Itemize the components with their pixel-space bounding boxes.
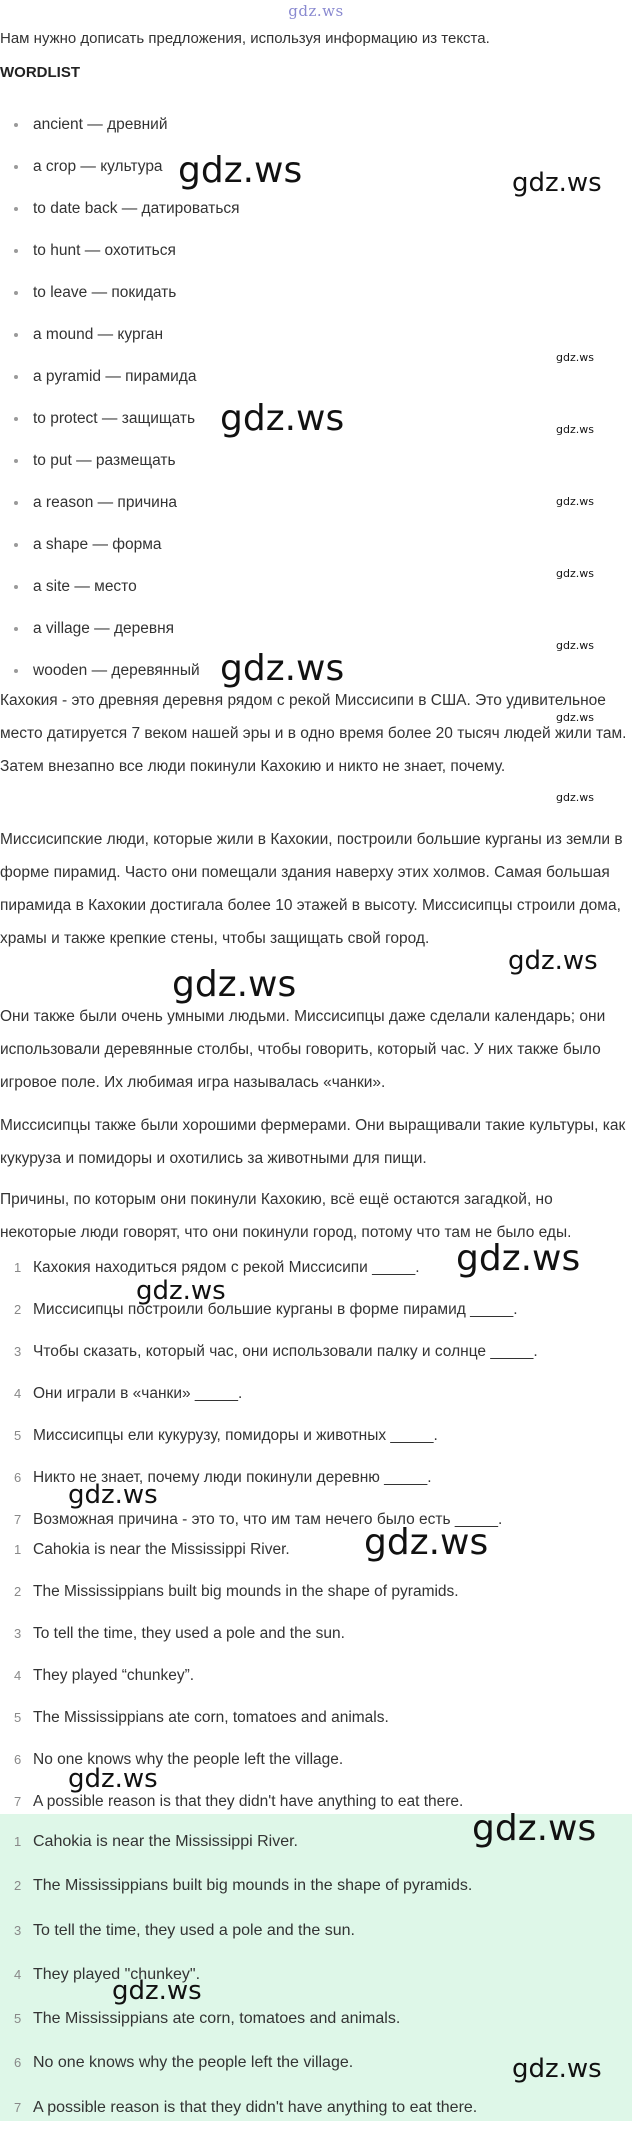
bullet-icon: [14, 249, 18, 253]
list-item: 1 Кахокия находиться рядом с рекой Миссисипи _____.: [14, 1259, 420, 1276]
watermark: gdz.ws: [556, 495, 594, 508]
answer-item: 3 To tell the time, they used a pole and the sun.: [14, 1921, 355, 1939]
list-item: 6 No one knows why the people left the village.: [14, 1751, 344, 1768]
bullet-icon: [14, 375, 18, 379]
watermark: gdz.ws: [112, 1976, 202, 2006]
wordlist-item: a shape — форма: [0, 524, 240, 566]
watermark: gdz.ws: [364, 1522, 489, 1563]
bullet-icon: [14, 165, 18, 169]
watermark: gdz.ws: [178, 150, 303, 191]
watermark: gdz.ws: [556, 711, 594, 724]
list-item: 2 The Mississippians built big mounds in the shape of pyramids.: [14, 1583, 459, 1600]
wordlist-item: a mound — курган: [0, 314, 240, 356]
bullet-icon: [14, 459, 18, 463]
answer-item: 1 Cahokia is near the Mississippi River.: [14, 1833, 298, 1850]
bullet-icon: [14, 291, 18, 295]
wordlist-item: a site — место: [0, 566, 240, 608]
text-paragraph: Кахокия - это древняя деревня рядом с рекой Миссисипи в США. Это удивительное место датируется 7 веком нашей эры и в одно время более 20 тысяч людей жили там. Затем внезапно все люди покинули Кахокию и никто не знает, почему.: [0, 692, 627, 775]
watermark: gdz.ws: [512, 168, 602, 198]
list-item: 5 Миссисипцы ели кукурузу, помидоры и животных _____.: [14, 1427, 438, 1444]
answer-item: 2 The Mississippians built big mounds in the shape of pyramids.: [14, 1877, 473, 1895]
watermark: gdz.ws: [456, 1238, 581, 1279]
watermark: gdz.ws: [472, 1808, 597, 1849]
answer-item: 6 No one knows why the people left the village.: [14, 2054, 354, 2072]
bullet-icon: [14, 207, 18, 211]
answer-item: 4 They played "chunkey".: [14, 1965, 201, 1983]
wordlist: [0, 104, 240, 692]
list-item: 3 Чтобы сказать, который час, они использовали палку и солнце _____.: [14, 1343, 538, 1360]
watermark: gdz.ws: [556, 567, 594, 580]
list-item: 1 Cahokia is near the Mississippi River.: [14, 1541, 290, 1558]
watermark: gdz.ws: [512, 2054, 602, 2084]
wordlist-item: to put — размещать: [0, 440, 240, 482]
text-paragraph: Они также были очень умными людьми. Миссисипцы даже сделали календарь; они использовали деревянные столбы, чтобы говорить, который час. У них также было игровое поле. Их любимая игра называлась «чанки».: [0, 1008, 606, 1091]
watermark: gdz.ws: [136, 1276, 226, 1306]
watermark: gdz.ws: [556, 351, 594, 364]
wordlist-item: to date back — датироваться: [0, 188, 240, 230]
list-item: 2 Миссисипцы построили большие курганы в форме пирамид _____.: [14, 1301, 518, 1318]
watermark: gdz.ws: [68, 1480, 158, 1510]
bullet-icon: [14, 501, 18, 505]
bullet-icon: [14, 123, 18, 127]
wordlist-item: ancient — древний: [0, 104, 240, 146]
list-item: 3 To tell the time, they used a pole and the sun.: [14, 1625, 345, 1642]
wordlist-item: to hunt — охотиться: [0, 230, 240, 272]
watermark: gdz.ws: [220, 648, 345, 689]
watermark: gdz.ws: [556, 791, 594, 804]
wordlist-item: wooden — деревянный: [0, 650, 240, 692]
list-item: 5 The Mississippians ate corn, tomatoes and animals.: [14, 1709, 389, 1726]
bullet-icon: [14, 543, 18, 547]
wordlist-item: a reason — причина: [0, 482, 240, 524]
wordlist-item: a village — деревня: [0, 608, 240, 650]
text-paragraph: Причины, по которым они покинули Кахокию, всё ещё остаются загадкой, но некоторые люди говорят, что они покинули город, потому что там не было еды.: [0, 1191, 572, 1241]
bullet-icon: [14, 333, 18, 337]
watermark: gdz.ws: [172, 964, 297, 1005]
wordlist-item: a crop — культура: [0, 146, 240, 188]
list-item: 7 Возможная причина - это то, что им там нечего было есть _____.: [14, 1511, 503, 1528]
bullet-icon: [14, 627, 18, 631]
watermark: gdz.ws: [68, 1764, 158, 1794]
watermark: gdz.ws: [508, 946, 598, 976]
wordlist-title: WORDLIST: [0, 64, 80, 81]
wordlist-item: to leave — покидать: [0, 272, 240, 314]
list-item: 6 Никто не знает, почему люди покинули деревню _____.: [14, 1469, 432, 1486]
bullet-icon: [14, 669, 18, 673]
list-item: 4 They played “chunkey”.: [14, 1667, 195, 1684]
answer-item: 5 The Mississippians ate corn, tomatoes and animals.: [14, 2010, 401, 2028]
list-item: 4 Они играли в «чанки» _____.: [14, 1385, 243, 1402]
text-paragraph: Миссисипцы также были хорошими фермерами. Они выращивали такие культуры, как кукуруза и помидоры и охотились за животными для пищи.: [0, 1117, 626, 1167]
bullet-icon: [14, 585, 18, 589]
wordlist-item: a pyramid — пирамида: [0, 356, 240, 398]
list-item: 7 A possible reason is that they didn't have anything to eat there.: [14, 1793, 464, 1810]
watermark: gdz.ws: [556, 639, 594, 652]
watermark: gdz.ws: [220, 398, 345, 439]
bullet-icon: [14, 417, 18, 421]
instruction-text: Нам нужно дописать предложения, используя информацию из текста.: [0, 30, 490, 47]
answer-item: 7 A possible reason is that they didn't have anything to eat there.: [14, 2098, 478, 2116]
site-logo[interactable]: gdz.ws: [288, 2, 344, 20]
wordlist-item: to protect — защищать: [0, 398, 240, 440]
watermark: gdz.ws: [556, 423, 594, 436]
text-paragraph: Миссисипские люди, которые жили в Кахокии, построили большие курганы из земли в форме пирамид. Часто они помещали здания наверху этих холмов. Самая большая пирамида в Кахокии достигала более 10 этажей в высоту. Миссисипцы строили дома, храмы и также крепкие стены, чтобы защищать свой город.: [0, 831, 623, 947]
